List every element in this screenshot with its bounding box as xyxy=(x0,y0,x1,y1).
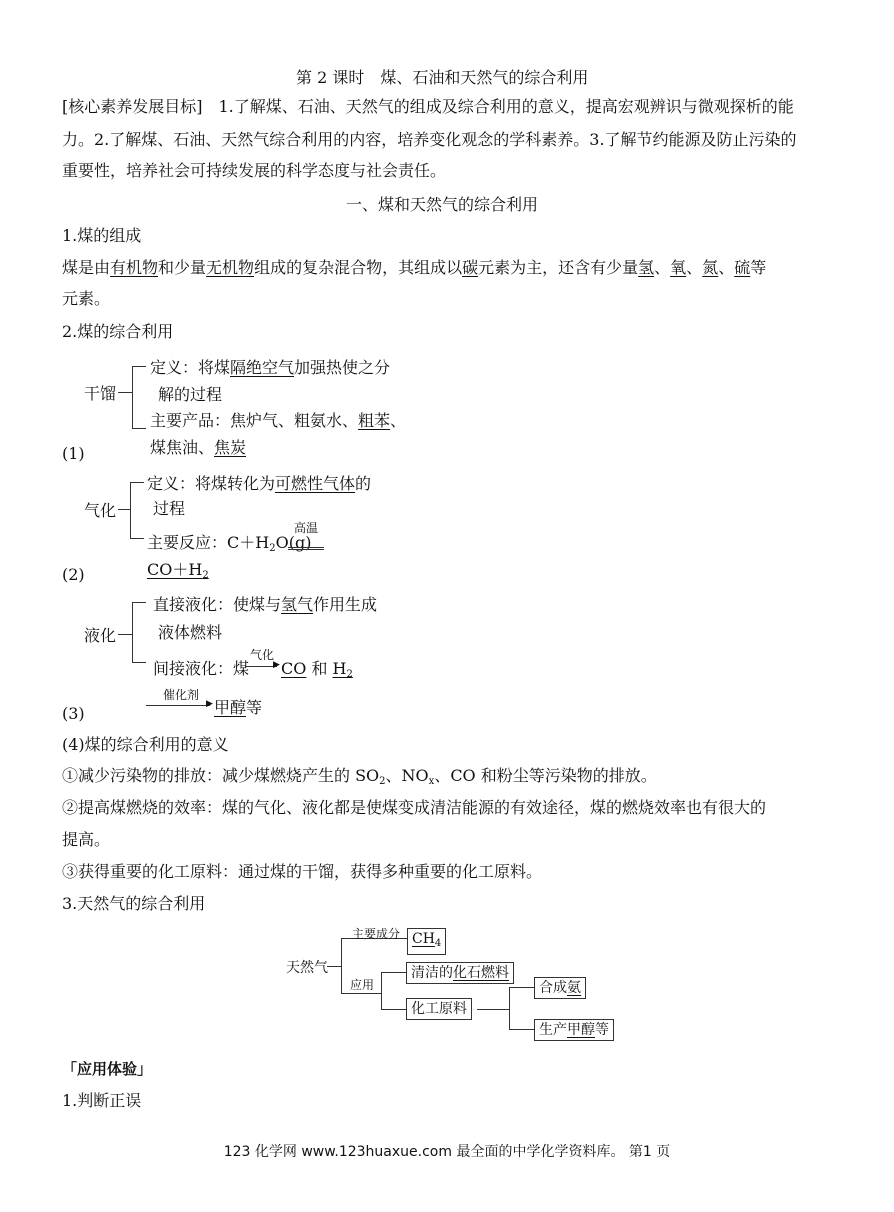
liq-label: 液化 xyxy=(84,626,117,645)
liq-direct-2: 液体燃料 xyxy=(158,623,223,642)
goal-line-1: [核心素养发展目标] 1.了解煤、石油、天然气的组成及综合利用的意义，提高宏观辨识与微观探析的能 xyxy=(62,97,794,116)
gas-condition: 高温 xyxy=(294,521,319,535)
section-heading: 一、煤和天然气的综合利用 xyxy=(346,195,539,214)
application-item-1: 1.判断正误 xyxy=(62,1091,142,1110)
goal-line-3: 重要性，培养社会可持续发展的科学态度与社会责任。 xyxy=(62,161,447,180)
coal-comp-text-2: 元素。 xyxy=(62,289,111,308)
meaning-p1: ①减少污染物的排放：减少煤燃烧产生的 $SO_2$、$NO_x$、CO 和粉尘等污染物的排放。 xyxy=(62,766,657,787)
gas-product: $CO+H_2$ xyxy=(147,560,209,581)
liq-direct: 直接液化：使煤与氢气作用生成 xyxy=(153,595,378,614)
dry-products: 主要产品：焦炉气、粗氨水、粗苯、 xyxy=(150,411,407,430)
gas-definition-2: 过程 xyxy=(153,499,186,518)
gas-definition: 定义：将煤转化为可燃性气体的 xyxy=(147,474,372,493)
liq-catalyst-product: 甲醇等 xyxy=(214,698,263,717)
liq-indirect: 间接液化：煤 xyxy=(153,659,250,678)
natgas-ammonia-box: 合成氨 xyxy=(534,977,586,999)
gas-label: 气化 xyxy=(84,501,117,520)
meaning-heading: (4)煤的综合利用的意义 xyxy=(62,735,229,754)
natgas-root: 天然气 xyxy=(286,960,328,976)
page-footer: 123 化学网 www.123huaxue.com 最全面的中学化学资料库。 第1 页 xyxy=(223,1144,671,1160)
liq-indirect-condition: 气化 xyxy=(250,648,275,662)
item-num-3: (3) xyxy=(62,704,85,723)
natgas-ch4-box: $CH_4$ xyxy=(407,928,446,955)
liq-catalyst-condition: 催化剂 xyxy=(163,688,200,702)
coal-comp-text: 煤是由有机物和少量无机物组成的复杂混合物，其组成以碳元素为主，还含有少量氢、氧、氮、硫等 xyxy=(62,258,767,277)
meaning-p2: ②提高煤燃烧的效率：煤的气化、液化都是使煤变成清洁能源的有效途径，煤的燃烧效率也有很大的 xyxy=(62,798,767,817)
dry-definition: 定义：将煤隔绝空气加强热使之分 xyxy=(150,358,391,377)
page-title: 第 2 课时 煤、石油和天然气的综合利用 xyxy=(296,68,589,87)
natgas-clean-box: 清洁的化石燃料 xyxy=(406,962,514,984)
item-num-2: (2) xyxy=(62,565,85,584)
application-heading: 「应用体验」 xyxy=(62,1060,153,1078)
dry-products-2: 煤焦油、焦炭 xyxy=(150,438,247,457)
natgas-main-comp: 主要成分 xyxy=(352,927,401,941)
gas-reaction: 主要反应：$C+H_2O(g)$ xyxy=(147,533,312,554)
natgas-heading: 3.天然气的综合利用 xyxy=(62,894,206,913)
meaning-p3: ③获得重要的化工原料：通过煤的干馏，获得多种重要的化工原料。 xyxy=(62,862,543,881)
coal-comp-heading: 1.煤的组成 xyxy=(62,226,142,245)
item-num-1: (1) xyxy=(62,444,85,463)
liq-indirect-products: CO 和 $H_2$ xyxy=(281,659,353,680)
natgas-chem-box: 化工原料 xyxy=(406,998,472,1020)
goal-line-2: 力。2.了解煤、石油、天然气综合利用的内容，培养变化观念的学科素养。3.了解节约能源及防止污染的 xyxy=(62,130,797,149)
meaning-p2-cont: 提高。 xyxy=(62,830,111,849)
natgas-methanol-box: 生产甲醇等 xyxy=(534,1019,614,1041)
dry-definition-2: 解的过程 xyxy=(158,385,223,404)
dry-label: 干馏 xyxy=(84,384,117,403)
natgas-use: 应用 xyxy=(350,978,375,992)
coal-use-heading: 2.煤的综合利用 xyxy=(62,322,174,341)
